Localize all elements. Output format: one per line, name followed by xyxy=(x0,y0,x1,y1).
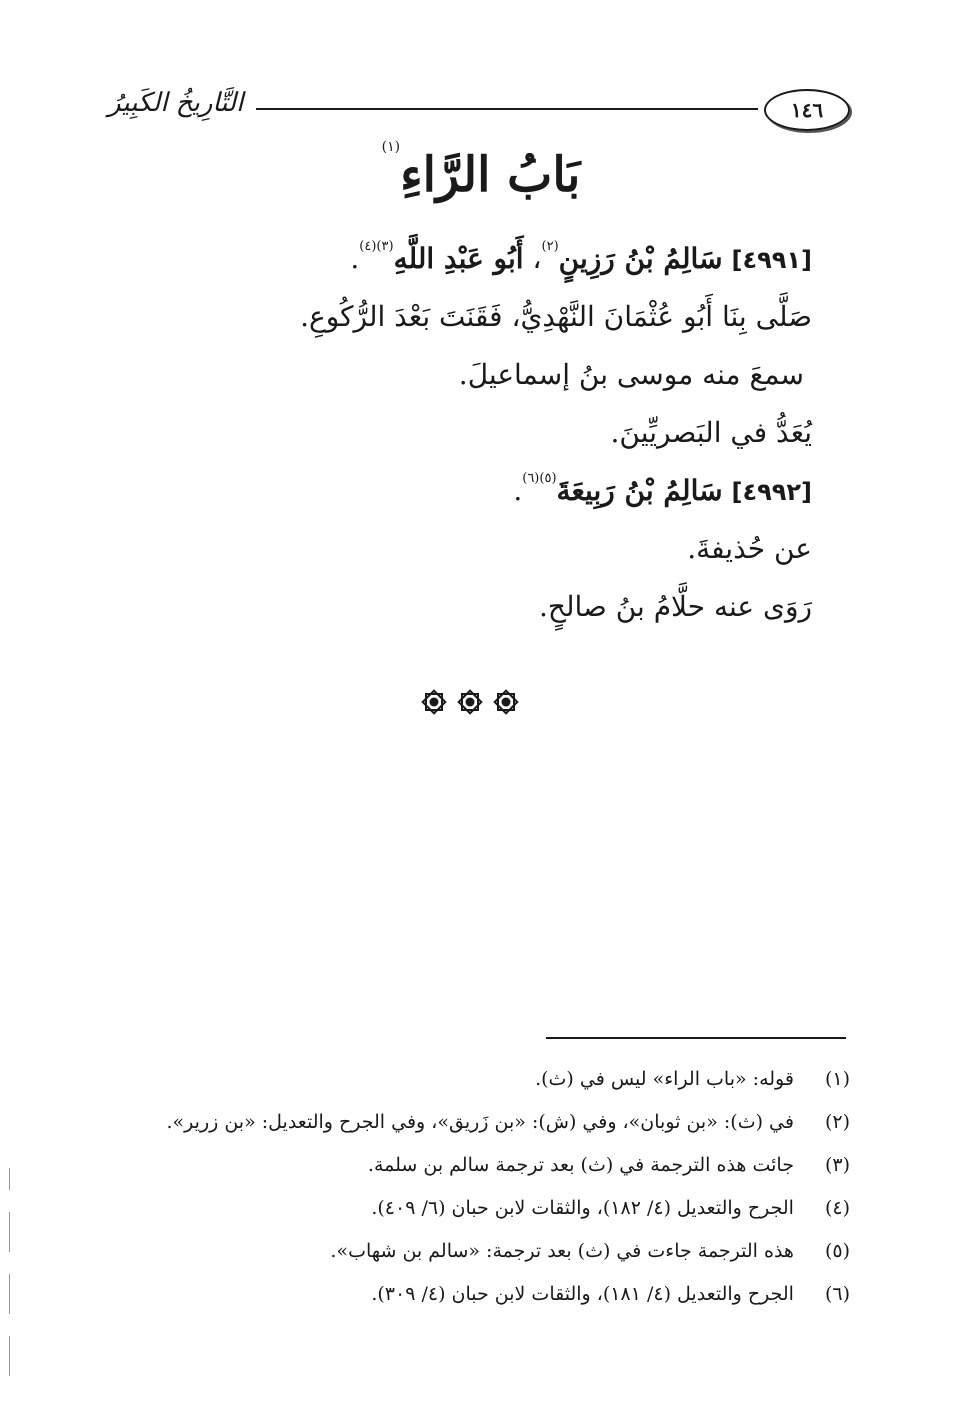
footnote-text: قوله: «باب الراء» ليس في (ث). xyxy=(535,1068,794,1090)
book-title: التَّارِيخُ الكَبِيرُ xyxy=(108,88,244,118)
footnote-number: (٣) xyxy=(824,1154,850,1176)
footnote-ref: (٢) xyxy=(541,239,559,254)
entry-heading xyxy=(150,230,812,288)
entry-end: . xyxy=(513,474,523,507)
chapter-title: بَابُ الرَّاءِ xyxy=(400,147,581,203)
footnote xyxy=(150,1187,850,1230)
footnotes xyxy=(150,1058,850,1316)
footnote xyxy=(150,1273,850,1316)
footnote-number: (٤) xyxy=(824,1197,850,1219)
chapter-heading xyxy=(300,140,662,210)
entry-end: . xyxy=(350,242,360,275)
eight-point-star-rosette-icon xyxy=(420,688,448,716)
footnote-ref: (٣)(٤) xyxy=(359,239,394,254)
header-rule xyxy=(256,108,758,110)
footnote-number: (٢) xyxy=(824,1111,850,1133)
footnote xyxy=(150,1144,850,1187)
scan-margin-marks xyxy=(8,1168,10,1408)
main-text xyxy=(150,230,812,636)
margin-mark xyxy=(9,1336,10,1376)
footnote-number: (٦) xyxy=(824,1283,850,1305)
section-ornaments xyxy=(420,688,540,716)
footnote-number: (٥) xyxy=(824,1240,850,1262)
footnote-text: في (ث): «بن ثوبان»، وفي (ش): «بن زَريق»، وفي الجرح والتعديل: «بن زرير». xyxy=(166,1111,794,1133)
footnote-number: (١) xyxy=(824,1068,850,1090)
page-number: ١٤٦ xyxy=(764,89,850,131)
text-line: سمعَ منه موسى بنُ إسماعيلَ. xyxy=(458,358,804,391)
entry-number: [٤٩٩١] xyxy=(731,246,812,274)
entry-kunya: أَبُو عَبْدِ اللَّهِ xyxy=(393,242,524,275)
entry-name: سَالِمُ بْنُ رَزِينٍ xyxy=(558,242,723,275)
entry-separator: ، xyxy=(523,242,542,275)
text-line: يُعَدُّ في البَصريِّينَ. xyxy=(610,416,812,449)
footnote-text: الجرح والتعديل (٤/ ١٨٢)، والثقات لابن حبان (٦/ ٤٠٩). xyxy=(371,1197,794,1219)
footnote xyxy=(150,1058,850,1101)
footnote xyxy=(150,1230,850,1273)
footnote xyxy=(150,1101,850,1144)
text-line: رَوَى عنه حلَّامُ بنُ صالحٍ. xyxy=(539,590,812,623)
text-line: صَلَّى بِنَا أَبُو عُثْمَانَ النَّهْدِيُّ، فَقَنَتَ بَعْدَ الرُّكُوعِ. xyxy=(300,300,812,333)
margin-mark xyxy=(9,1274,10,1314)
footnote-ref: (٥)(٦) xyxy=(522,471,557,486)
footnote-ref: (١) xyxy=(381,139,401,155)
running-header xyxy=(108,86,850,136)
footnote-text: هذه الترجمة جاءت في (ث) بعد ترجمة: «سالم بن شهاب». xyxy=(330,1240,794,1262)
text-line: عن حُذيفةَ. xyxy=(687,532,812,565)
eight-point-star-rosette-icon xyxy=(456,688,484,716)
margin-mark xyxy=(9,1212,10,1252)
entry-heading xyxy=(150,462,812,520)
margin-mark xyxy=(9,1168,10,1190)
footnote-text: الجرح والتعديل (٤/ ١٨١)، والثقات لابن حبان (٤/ ٣٠٩). xyxy=(371,1283,794,1305)
entry-name: سَالِمُ بْنُ رَبِيعَةَ xyxy=(556,474,723,507)
footnote-text: جائت هذه الترجمة في (ث) بعد ترجمة سالم بن سلمة. xyxy=(367,1154,794,1176)
entry-number: [٤٩٩٢] xyxy=(731,478,812,506)
footnote-separator xyxy=(546,1037,846,1039)
eight-point-star-rosette-icon xyxy=(492,688,520,716)
